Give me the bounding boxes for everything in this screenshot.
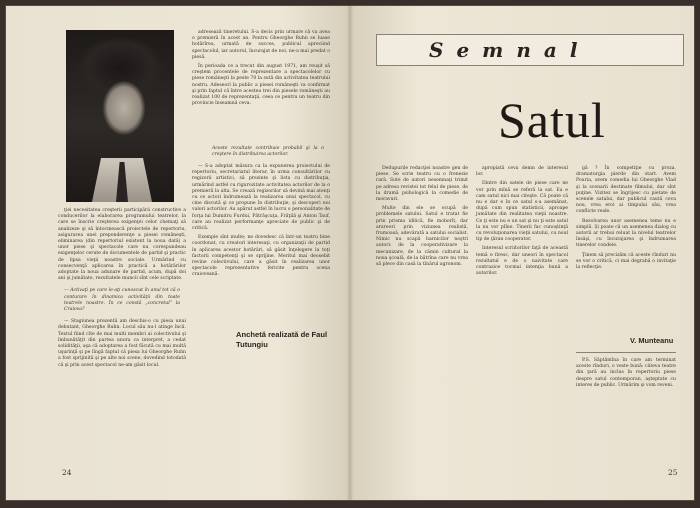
article-paragraph: Interesul scriitorilor faţă de această temă e firesc, dar uneori în spectacol rezultatul e de o naivitate care contrazice tocmai intenţia bună a autorilor. (476, 246, 568, 277)
portrait-photo (66, 30, 174, 202)
article-column-2 (476, 166, 568, 456)
article-paragraph: Dintre din satele de piese care ne vor prin mînă se referă la sat. Ea e cam satul nici mai citeşte. Că poate că nu e dar e în ce satul s-a asemănat, după cum spun statisticii, aproape jumătate din realitatea vieţii noastre. Ce ţi este nu e un sat şi nu ţi este satul la nu vor plîne. Tinerii fac cunoştinţă cu revoluţionarea vieţii satului, cu noul tip de ţăran cooperator. (476, 181, 568, 243)
right-page (350, 6, 694, 500)
left-col-quote: — Activaţi pe care le-aţi cunoscut în anul tot că o conturare în dinamica activităţii din toate teatrele noastre. În ce constă „concretul” la Craiova? (64, 288, 180, 313)
left-page (6, 6, 350, 500)
article-paragraph: gă ? În competiţie cu proza, dramaturgia pierde din start. Avem Pouria, avem comedia lui Gheorghe Vlad şi la scenarii destinate filmului, dar sînt puţine. Vizitez se îngrijesc cu pietate de scenele satului, dar publicul caută ceva nou, vrea eroi ai timpului său, vrea conflicte reale. (576, 166, 676, 215)
right-column-text-top (192, 30, 330, 136)
right-col-paragraph: — S-a adoptat măsura ca la expunerea proiectului de repertoriu, secretariatul literar, în urma consultărilor cu regizorii artistici, să prezinte şi lista cu distribuţia, urmărind astfel cu rigurozitate activitatea actorilor de la o premieră la alta. Se crează regizorilor să devină mai atenţi cu ce actori îndrumează la realizarea unui spectacol, cu cine discută şi ce propune în distribuţie, şi descoperi noi valori actorilor. Au apărut astfel în lucru o personalitate de forţa lui Dumitru Furdui, Pătrăşcuţa, Frăţilă şi Anton Tauf, care au realizat performanţe apreciate de public şi de critică. (192, 164, 330, 232)
left-col-paragraph: ţiei necesitatea creşterii participării constructive a conducerilor la elaborarea programului teatrelor, la care se înscrie creşterea exigenţei celor chemaţi să analizeze şi să întocmească proiectele de repertoriu, asigurarea unei preponderenţe a piesei româneşti, eliminarea (din repertoriul existent la noua dată) a unor piese şi spectacole care nu corespundeau exigenţelor cerute de documentele de partid şi practic de lipsa vieţii noastre sociale. Urmărind cu consecvenţă aplicarea în practică a hotărârilor adoptate la noua adunare de partid, acum, după doi ani şi jumătate, rezultatele muncii sînt cele scriptate. (58, 208, 186, 282)
article-paragraph: apropiată ceva demn de interesul lor. (476, 166, 568, 178)
section-banner (376, 34, 684, 66)
page-number-left: 24 (62, 468, 72, 477)
right-col-paragraph: În perioada ce a trecut din august 1971, am reuşit să creştem procentele de reprezentare a spectacolelor cu piese româneşti la peste 70 la sută din activitatea teatrului nostru. Adeseori la public a piesei româneşti va confirmat şi prin faptul că între acestea trei din piesele româneşti au realizat 100 de reprezentaţii, ceea ce pentru un teatru din provincie înseamnă ceva. (192, 64, 330, 107)
left-column-text (58, 208, 186, 458)
postscript-paragraph: P.S. Săptămîna în care am terminat aceste rînduri, o veste bună: câteva teatre din ţară au inclus în repertoriu piese despre satul contemporan, aşteptate cu interes de public. Urmărim şi vom reveni. (576, 358, 676, 388)
magazine-spread (6, 6, 694, 500)
left-col-paragraph: — Stagiunea prezentă am deschis-o cu piesa unui debutant, Gheorghe Ruhn. Locul său nu-l atinge încă. Textul fiind cîte de mai multi membri ai colectivului şi îmbunătăţit din partea unora ca interpret, a cedat solidităţii, aşa că adoptarea a fost făcută cu mai multă uşurinţă şi pe lîngă faptul că piesa lui Gheorghe Ruhn a fost sprijinită şi pe alte noi scene, dovedind totodată că şi prin acest spectacol ne-am găsit locul. (58, 319, 186, 368)
postscript-text (576, 358, 676, 458)
divider-rule (576, 352, 676, 353)
article-paragraph: Multe din ele se ocupă de problemele satului. Satul e tratat fie prin prisma idilică, fie mohorît, dar arareori prin viziunea realistă, frumoasă, adevărată a satului socialist. Nimic nu scapă harnicilor noştri autori: de la cooperativizare la mecanizare, de la cămin cultural la noua şcoală, de la bătrîna care nu vrea să plece din casă la tînărul agronom. (376, 206, 468, 268)
right-column-quote (206, 140, 330, 160)
right-column-text-bottom (192, 164, 330, 324)
author-signature: V. Munteanu (630, 336, 674, 345)
article-paragraph: Ţinem să precizăm că aceste rînduri nu se vor o critică, ci mai degrabă o invitaţie la reflecţie. (576, 252, 676, 271)
interview-credit: Anchetă realizată de Faul Tutungiu (236, 330, 328, 349)
section-banner-title: Semnal (429, 38, 591, 62)
article-title: Satul (498, 92, 606, 148)
right-col-quote: Aceste rezultate contribuie probabil şi la o creştere în distribuirea actorilor. (212, 146, 324, 158)
right-col-paragraph: Exemple sînt multe; ne dovedesc că într-un teatru bine coordonat, cu creatori interesaţi, cu organizaţii de partid în aplicarea acestor hotărâri, să găsit înţelegere la toţi factorii competenţi şi se sprijine. Meritul mai deosebit revine colectivului, care a găsit în realizarea unor spectacole reprezentative fericite pentru scena craioveană. (192, 235, 330, 278)
article-paragraph: Rezolvarea unor asemenea teme nu e simplă. Şi poate că un asemenea dialog cu autorii ar trebui reluat la nivelul teatrelor însăşi, cu încurajarea şi îndrumarea tinerelor condeie. (576, 218, 676, 249)
article-paragraph: Dedupurile redacţiei noastre gen de piese. Se scrie teatru cu o frenezie rară. Sute de autori nesemnaţi trimit pe adresa revistei tot felul de piese, de la dramă psihologică la comedie de moravuri. (376, 166, 468, 203)
right-col-paragraph: adresează tineretului. S-a decis prin urmare că va avea o premieră în acest an. Pentru Gheorghe Ruhn se luase hotărîrea, urmată de succes, publicul apreciind spectacolul, iar autorul, încurajat de noi, ne-a mai predat o piesă. (192, 30, 330, 60)
article-column-1 (376, 166, 468, 456)
article-column-3 (576, 166, 676, 330)
page-number-right: 25 (668, 468, 678, 477)
